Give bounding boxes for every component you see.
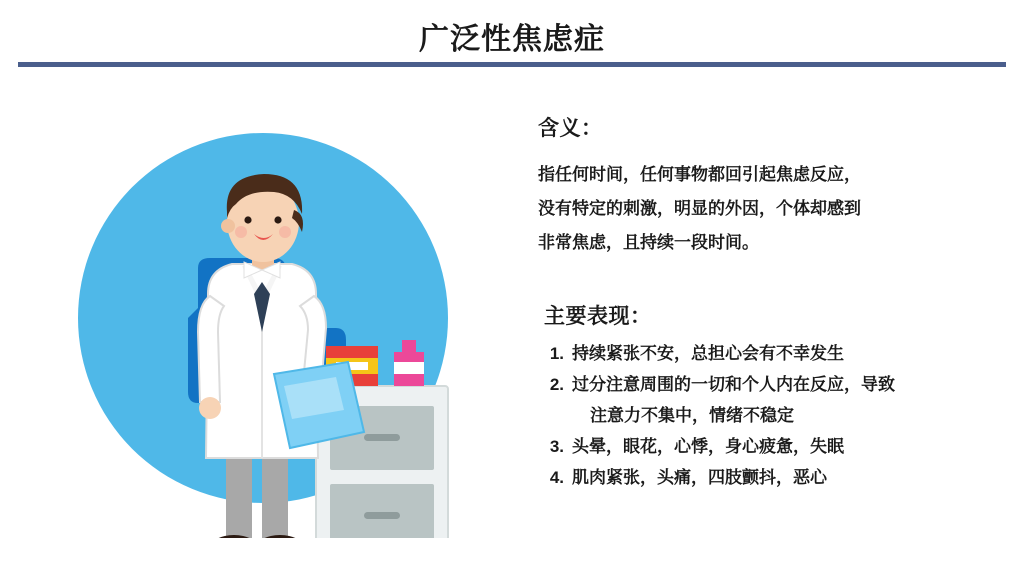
page-title: 广泛性焦虑症 xyxy=(419,23,605,56)
list-item xyxy=(538,369,1008,431)
list-item xyxy=(538,462,1008,493)
symptoms-heading: 主要表现： xyxy=(544,305,652,328)
meaning-line: 非常焦虑，且持续一段时间。 xyxy=(538,233,759,252)
list-item-number: 2. xyxy=(549,375,564,394)
meaning-line: 没有特定的刺激，明显的外因，个体却感到 xyxy=(538,199,861,218)
list-item-line: 过分注意周围的一切和个人内在反应，导致 xyxy=(572,375,895,394)
meaning-line: 指任何时间，任何事物都回引起焦虑反应， xyxy=(538,165,861,184)
title-divider xyxy=(18,62,1006,67)
list-item-label xyxy=(572,369,1008,431)
meaning-paragraph xyxy=(538,158,1008,260)
list-item xyxy=(538,338,1008,369)
meaning-heading: 含义： xyxy=(538,117,603,140)
list-item-number: 1. xyxy=(549,344,564,363)
list-item-number: 3. xyxy=(549,437,564,456)
list-item-label: 持续紧张不安，总担心会有不幸发生 xyxy=(572,344,844,363)
doctor-with-clipboard-illustration xyxy=(78,118,458,538)
list-item-line: 注意力不集中，情绪不稳定 xyxy=(590,406,794,425)
list-item-label: 头晕，眼花，心悸，身心疲惫，失眠 xyxy=(572,437,844,456)
content-column xyxy=(538,112,1008,493)
list-item xyxy=(538,431,1008,462)
symptoms-list xyxy=(538,338,1008,493)
list-item-label: 肌肉紧张，头痛，四肢颤抖，恶心 xyxy=(572,468,827,487)
list-item-number: 4. xyxy=(549,468,564,487)
